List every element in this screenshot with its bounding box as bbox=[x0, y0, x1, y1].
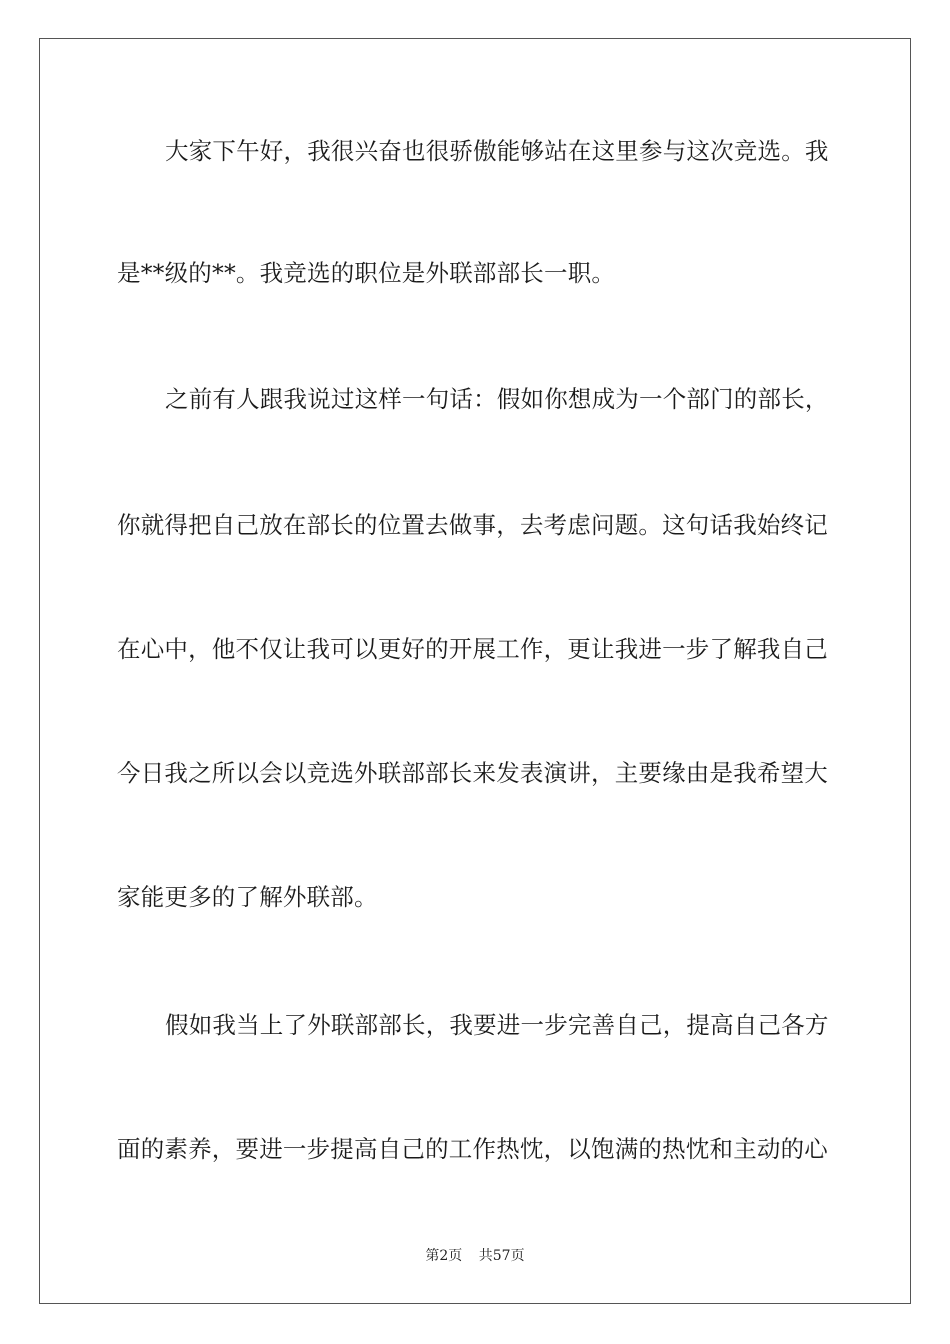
page-border bbox=[39, 38, 911, 1304]
paragraph-2-line-1: 之前有人跟我说过这样一句话：假如你想成为一个部门的部长， bbox=[165, 385, 829, 413]
paragraph-1-line-1: 大家下午好，我很兴奋也很骄傲能够站在这里参与这次竞选。我 bbox=[165, 137, 829, 165]
paragraph-2-line-3: 在心中，他不仅让我可以更好的开展工作，更让我进一步了解我自己 bbox=[117, 635, 828, 663]
paragraph-2-line-4: 今日我之所以会以竞选外联部部长来发表演讲，主要缘由是我希望大 bbox=[117, 759, 828, 787]
paragraph-3-line-2: 面的素养，要进一步提高自己的工作热忱，以饱满的热忱和主动的心 bbox=[117, 1135, 828, 1163]
paragraph-1-line-2: 是**级的**。我竞选的职位是外联部部长一职。 bbox=[117, 259, 616, 287]
paragraph-3-line-1: 假如我当上了外联部部长，我要进一步完善自己，提高自己各方 bbox=[165, 1011, 829, 1039]
page-number: 第2页 bbox=[425, 1248, 463, 1264]
paragraph-2-line-5: 家能更多的了解外联部。 bbox=[117, 883, 378, 911]
paragraph-2-line-2: 你就得把自己放在部长的位置去做事，去考虑问题。这句话我始终记 bbox=[117, 511, 828, 539]
page-footer bbox=[0, 1246, 950, 1266]
page-total: 共57页 bbox=[478, 1248, 525, 1264]
